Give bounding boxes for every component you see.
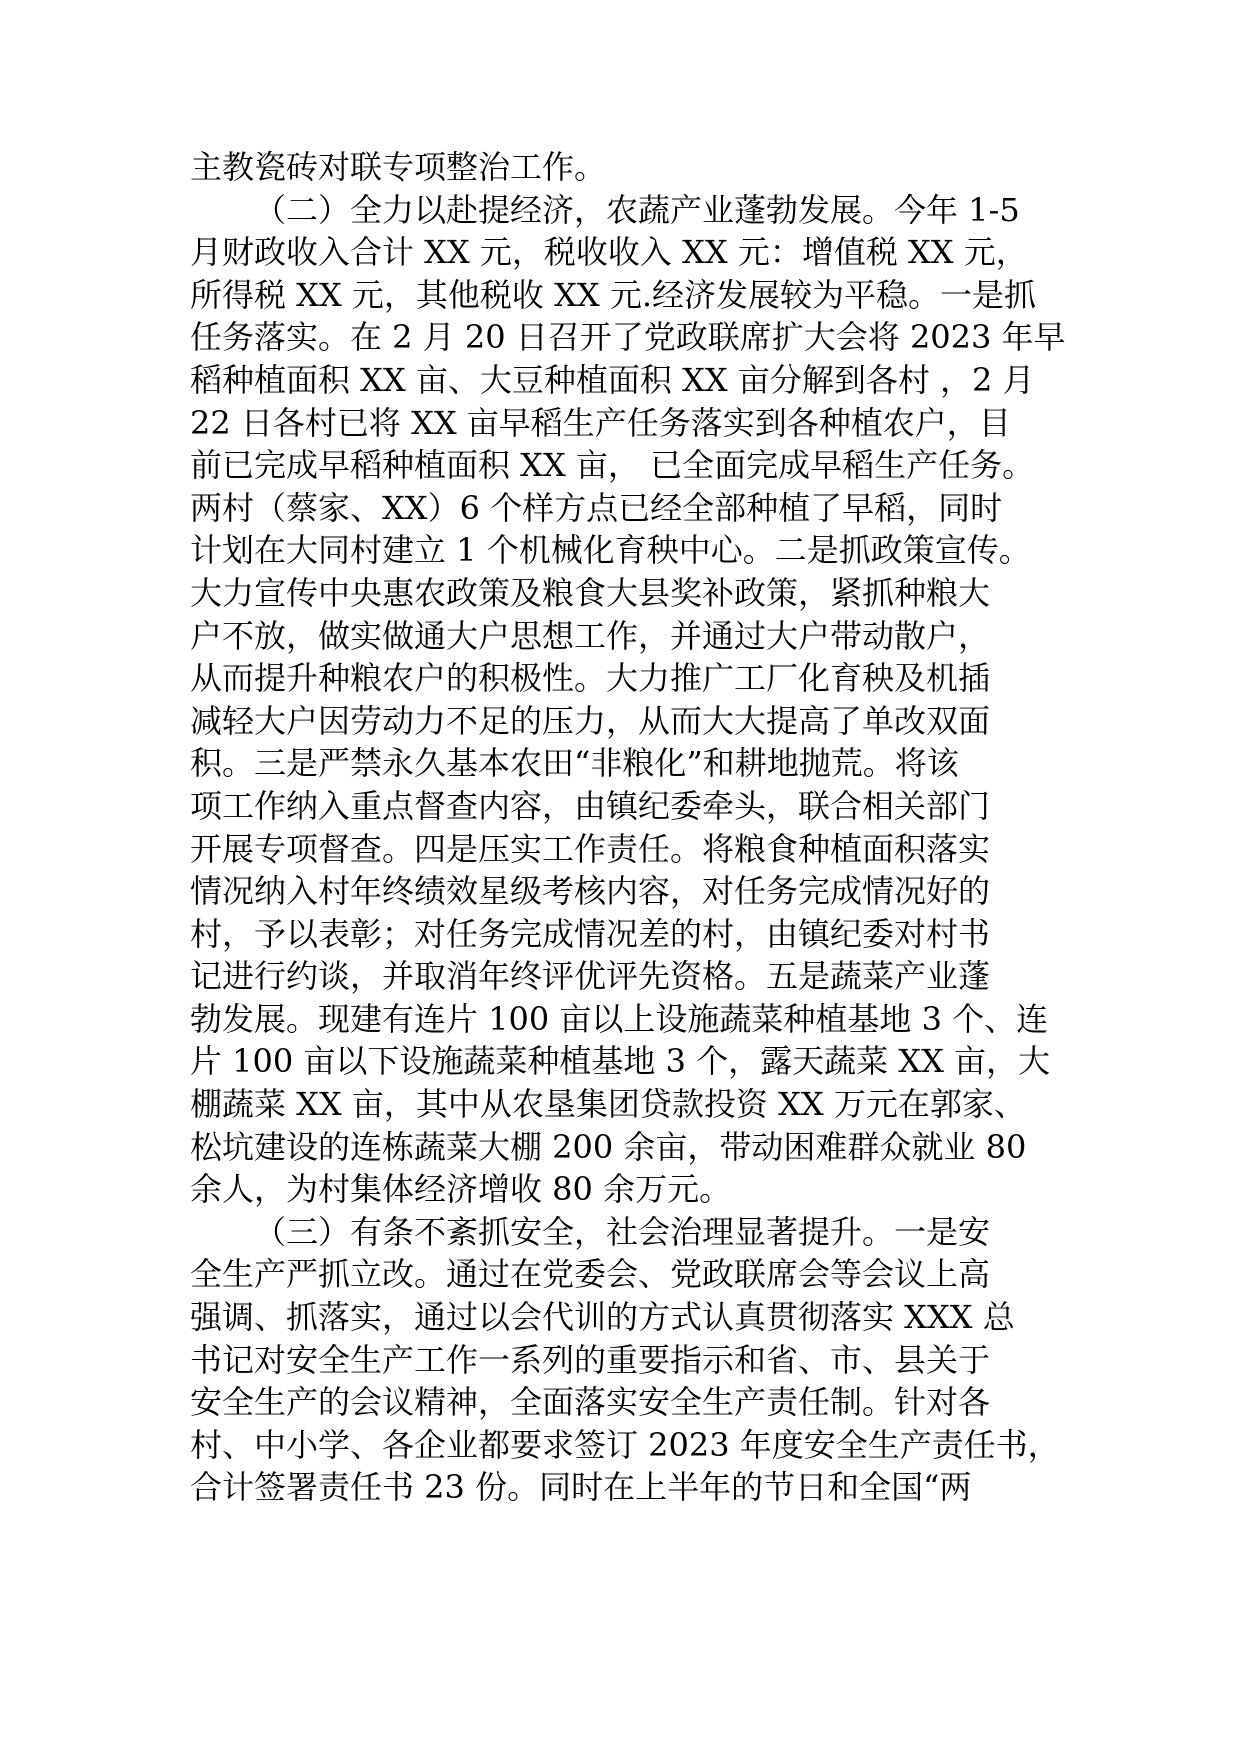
text-line: 合计签署责任书 23 份。同时在上半年的节日和全国“两 <box>190 1468 972 1507</box>
text-line: 强调、抓落实，通过以会代训的方式认真贯彻落实 XXX 总 <box>190 1298 1015 1337</box>
text-line: 所得税 XX 元，其他税收 XX 元.经济发展较为平稳。一是抓 <box>190 275 1036 314</box>
text-line: 片 100 亩以下设施蔬菜种植基地 3 个，露天蔬菜 XX 亩，大 <box>190 1042 1051 1081</box>
text-line: 从而提升种粮农户的积极性。大力推广工厂化育秧及机插 <box>190 659 991 698</box>
text-line: 安全生产的会议精神，全面落实安全生产责任制。针对各 <box>190 1383 991 1422</box>
text-line: 松坑建设的连栋蔬菜大棚 200 余亩，带动困难群众就业 80 <box>190 1127 1027 1166</box>
text-line: 减轻大户因劳动力不足的压力，从而大大提高了单改双面 <box>190 701 991 740</box>
text-line: 村，予以表彰；对任务完成情况差的村，由镇纪委对村书 <box>190 914 991 953</box>
text-line: 户不放，做实做通大户思想工作，并通过大户带动散户， <box>190 616 991 655</box>
text-line: 村、中小学、各企业都要求签订 2023 年度安全生产责任书， <box>190 1425 1060 1464</box>
text-line: 主教瓷砖对联专项整治工作。 <box>190 148 607 186</box>
text-line: 开展专项督查。四是压实工作责任。将粮食种植面积落实 <box>190 829 991 868</box>
text-line: 记进行约谈，并取消年终评优评先资格。五是蔬菜产业蓬 <box>190 957 991 996</box>
text-line: 计划在大同村建立 1 个机械化育秧中心。二是抓政策宣传。 <box>190 531 1031 570</box>
text-line: 22 日各村已将 XX 亩早稻生产任务落实到各种植农户，目 <box>190 403 1011 442</box>
paragraph-heading-line: （三）有条不紊抓安全，社会治理显著提升。一是安 <box>254 1212 991 1251</box>
text-line: 情况纳入村年终绩效星级考核内容，对任务完成情况好的 <box>190 872 991 911</box>
text-line: 积。三是严禁永久基本农田“非粮化”和耕地抛荒。将该 <box>190 744 959 783</box>
text-line: 棚蔬菜 XX 亩，其中从农垦集团贷款投资 XX 万元在郭家、 <box>190 1085 1026 1124</box>
text-line: 月财政收入合计 XX 元，税收收入 XX 元：增值税 XX 元， <box>190 233 1028 272</box>
text-line: 余人，为村集体经济增收 80 余万元。 <box>190 1170 732 1209</box>
text-line: 项工作纳入重点督查内容，由镇纪委牵头，联合相关部门 <box>190 786 991 825</box>
paragraph-heading-line: （二）全力以赴提经济，农蔬产业蓬勃发展。今年 1-5 <box>254 190 1020 229</box>
text-line: 任务落实。在 2 月 20 日召开了党政联席扩大会将 2023 年早 <box>190 318 1066 357</box>
document-body <box>190 146 1070 1509</box>
text-line: 前已完成早稻种植面积 XX 亩， 已全面完成早稻生产任务。 <box>190 446 1035 485</box>
text-line: 稻种植面积 XX 亩、大豆种植面积 XX 亩分解到各村 ，2 月 <box>190 360 1035 399</box>
text-line: 全生产严抓立改。通过在党委会、党政联席会等会议上高 <box>190 1255 991 1294</box>
text-line: 勃发展。现建有连片 100 亩以上设施蔬菜种植基地 3 个、连 <box>190 999 1049 1038</box>
text-line: 两村（蔡家、XX）6 个样方点已经全部种植了早稻，同时 <box>190 488 1003 527</box>
text-line: 书记对安全生产工作一系列的重要指示和省、市、县关于 <box>190 1340 991 1379</box>
text-line: 大力宣传中央惠农政策及粮食大县奖补政策，紧抓种粮大 <box>190 573 991 612</box>
